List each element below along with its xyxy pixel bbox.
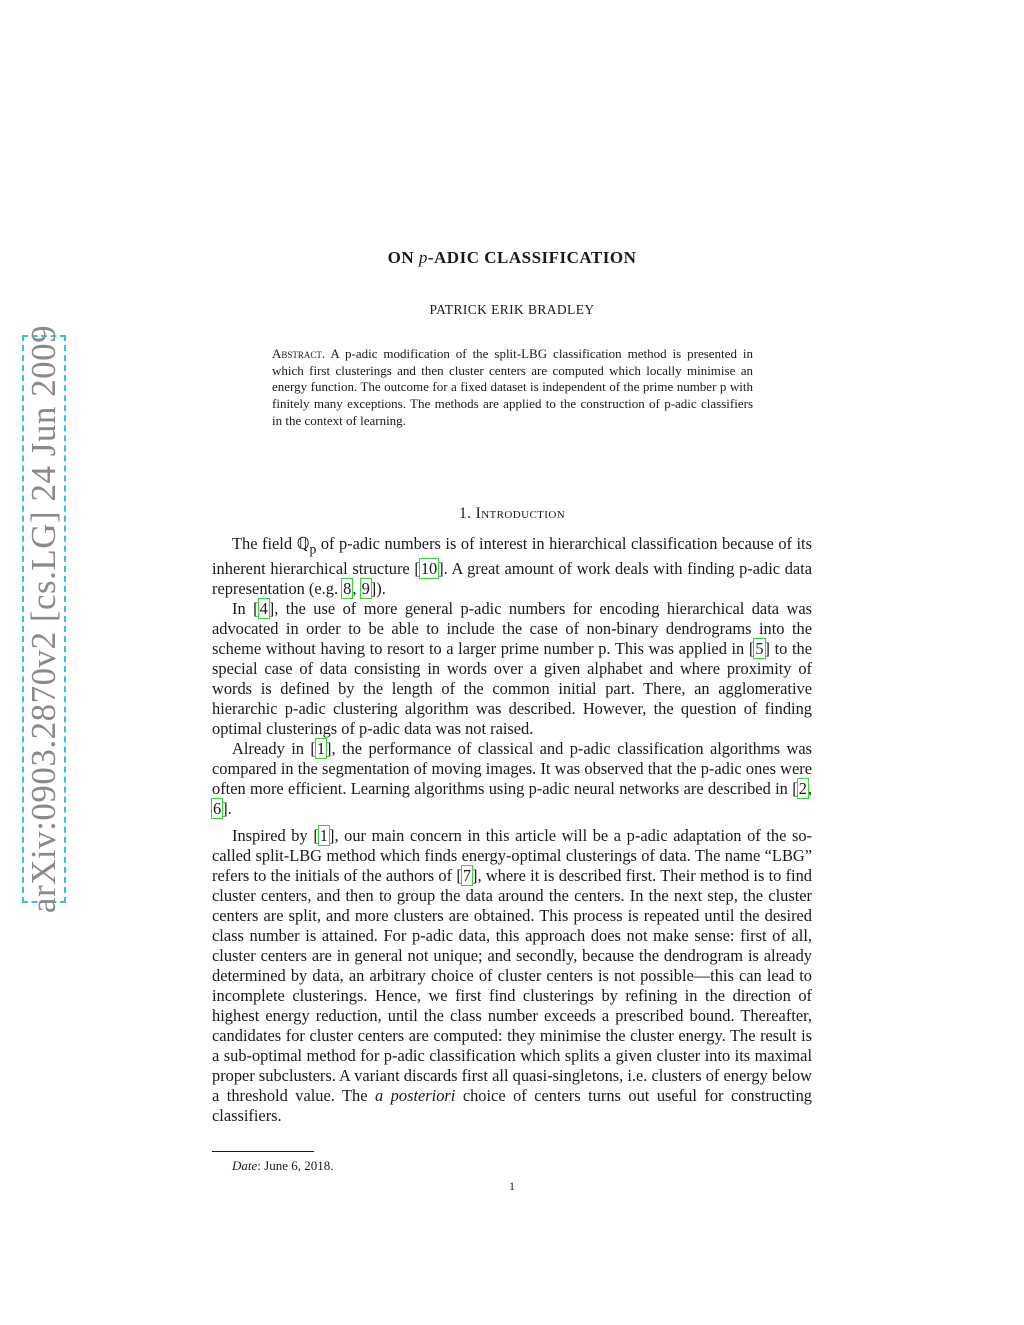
abstract — [272, 346, 753, 430]
section-heading: 1. Introduction — [458, 505, 566, 522]
abstract-label: Abstract. — [272, 346, 326, 361]
paragraph: The field ℚ$_p$ of p-adic numbers is of interest in hierarchical classification because of its inherent hierarchical structure [10]. A great amount of work deals with finding p-adic data representation (e.g. 8, 9]). — [212, 534, 812, 599]
paper-title: ON p-ADIC CLASSIFICATION — [387, 248, 637, 267]
citation-link[interactable]: [7] — [456, 866, 478, 886]
citation-link[interactable]: [5] — [748, 639, 771, 659]
footnote-rule — [212, 1151, 314, 1152]
citation-link[interactable]: [1] — [313, 826, 335, 846]
arxiv-id: arXiv:0903.2870v2 [cs.LG] 24 Jun 2009 — [24, 324, 63, 914]
citation-link[interactable]: [10] — [414, 559, 444, 579]
citation-link[interactable]: [4] — [253, 599, 275, 619]
citation-link[interactable]: 9 — [361, 579, 370, 599]
paragraph: In [4], the use of more general p-adic numbers for encoding hierarchical data was advocated in order to be able to include the case of non-binary dendrograms into the scheme without having to resort to a larger prime number p. This was applied in [5] to the special case of data consisting in words over a given alphabet and where proximity of words is defined by the length of the common initial part. There, an agglomerative hierarchic p-adic clustering algorithm was described. However, the question of finding optimal clusterings of p-adic data was not raised. — [212, 599, 813, 739]
paragraph: Already in [1], the performance of classical and p-adic classification algorithms was compared in the segmentation of moving images. It was observed that the p-adic ones were often more efficient. Learning algorithms using p-adic neural networks are described in [2, 6]. — [212, 739, 812, 819]
citation-link[interactable]: 8 — [343, 579, 352, 599]
author-name: PATRICK ERIK BRADLEY — [429, 302, 595, 317]
citation-link[interactable]: [1] — [310, 739, 332, 759]
arxiv-stamp — [22, 324, 66, 914]
citation-link[interactable]: 2 — [798, 779, 807, 799]
page-number: 1 — [509, 1179, 515, 1193]
body-text — [212, 534, 812, 1126]
citation-link[interactable]: 6 — [213, 799, 222, 819]
paragraph: Inspired by [1], our main concern in this article will be a p-adic adaptation of the so-called split-LBG method which finds energy-optimal clusterings of data. The name “LBG” refers to the initials of the authors of [7], where it is described first. Their method is to find cluster centers, and then to group the data around the centers. In the next step, the cluster centers are split, and more clusters are obtained. This process is repeated until the desired class number is attained. For p-adic data, this approach does not make sense: first of all, cluster centers are in general not unique; and secondly, because the dendrogram is already determined by data, an arbitrary choice of cluster centers is not possible—this can lead to incomplete clusterings. Hence, we first find clusterings by refining in the direction of highest energy reduction, until the class number exceeds a prescribed bound. Thereafter, candidates for cluster centers are computed: they minimise the cluster energy. The result is a sub-optimal method for p-adic classification which splits a given cluster into its maximal proper subclusters. A variant discards first all quasi-singletons, i.e. clusters of energy below a threshold value. The a posteriori choice of centers turns out useful for constructing classifiers. — [212, 826, 812, 1126]
abstract-text: A p-adic modification of the split-LBG classification method is presented in which first clusterings and then cluster centers are computed which locally minimise an energy function. The outcome for a fixed dataset is independent of the prime number p with finitely many exceptions. The methods are applied to the construction of p-adic classifiers in the context of learning. — [272, 346, 753, 428]
footnote-date: Date: June 6, 2018. — [232, 1158, 334, 1173]
